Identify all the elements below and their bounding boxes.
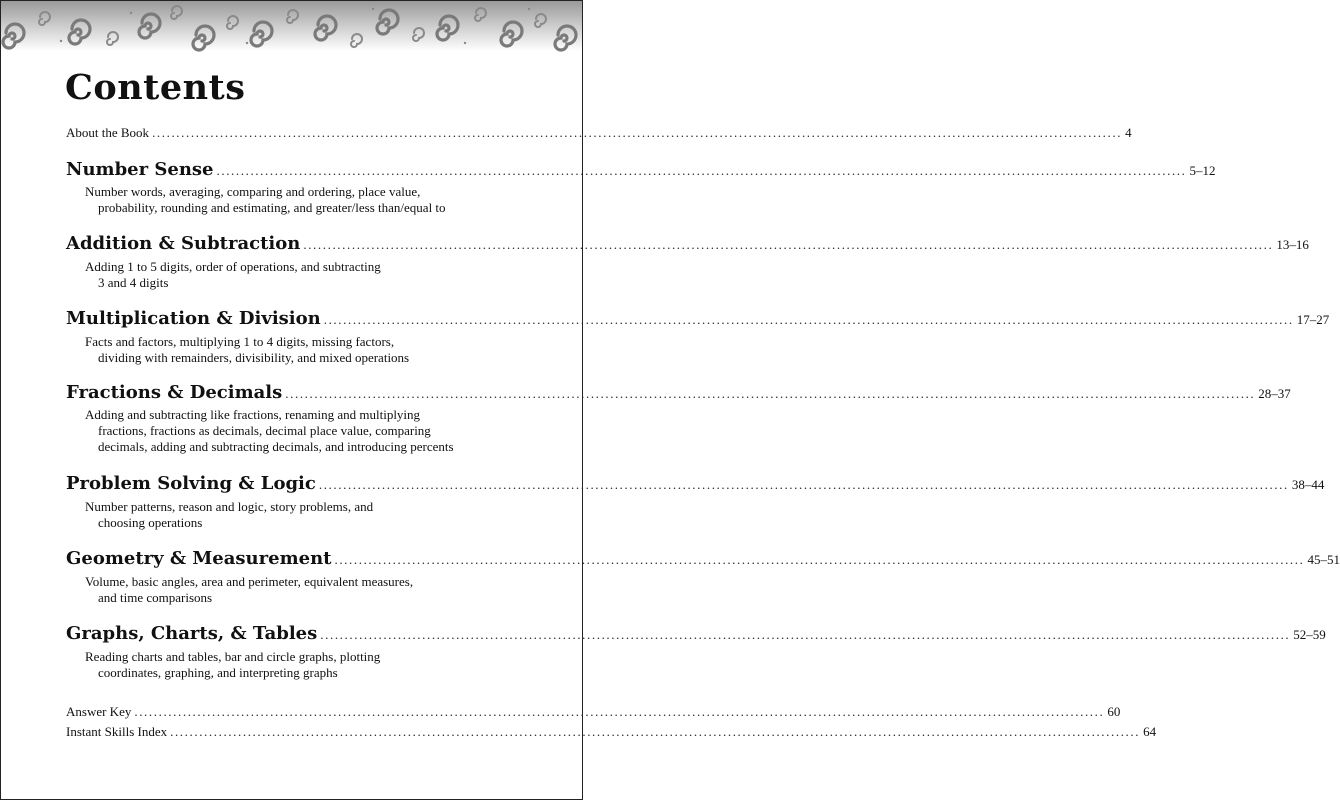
description-line: fractions, fractions as decimals, decimal place value, comparing <box>98 423 431 438</box>
description-line: Number words, averaging, comparing and ordering, place value, <box>85 184 421 199</box>
toc-entry-pages: 60 <box>1107 704 1121 719</box>
dot-leader: ........................................................................................................................................................................................................ <box>323 312 1294 327</box>
toc-entry-pages: 4 <box>1125 125 1132 140</box>
section-description <box>85 407 505 455</box>
description-line: choosing operations <box>98 515 203 530</box>
dot-leader: ........................................................................................................................................................................................................ <box>170 724 1141 739</box>
section-heading: Geometry & Measurement <box>66 548 332 569</box>
swirl-pattern-icon <box>1 1 582 51</box>
dot-leader: ........................................................................................................................................................................................................ <box>216 163 1187 178</box>
toc-section-number-sense[interactable] <box>66 159 1216 180</box>
dot-leader: ........................................................................................................................................................................................................ <box>303 237 1274 252</box>
description-line: Adding and subtracting like fractions, renaming and multiplying <box>85 407 421 422</box>
toc-entry-about[interactable] <box>66 125 1132 141</box>
section-pages: 28–37 <box>1258 386 1291 401</box>
toc-section-multiplication-division[interactable] <box>66 308 1330 329</box>
section-heading: Problem Solving & Logic <box>66 473 316 494</box>
dot-leader: ........................................................................................................................................................................................................ <box>334 552 1305 567</box>
toc-section-problem-solving-logic[interactable] <box>66 473 1325 494</box>
dot-leader: ........................................................................................................................................................................................................ <box>320 627 1291 642</box>
section-description <box>85 334 505 366</box>
section-heading: Graphs, Charts, & Tables <box>66 623 318 644</box>
toc-entry-pages: 64 <box>1143 724 1157 739</box>
section-heading: Fractions & Decimals <box>66 382 283 403</box>
section-pages: 45–51 <box>1307 552 1340 567</box>
description-line: probability, rounding and estimating, and greater/less than/equal to <box>98 200 446 215</box>
toc-section-geometry-measurement[interactable] <box>66 548 1340 569</box>
section-heading: Multiplication & Division <box>66 308 321 329</box>
dot-leader: ........................................................................................................................................................................................................ <box>134 704 1105 719</box>
swirl-border <box>1 1 582 51</box>
page-title: Contents <box>65 67 246 108</box>
dot-leader: ........................................................................................................................................................................................................ <box>152 125 1123 140</box>
section-pages: 5–12 <box>1189 163 1216 178</box>
toc-entry-answer-key[interactable] <box>66 704 1121 720</box>
dot-leader: ........................................................................................................................................................................................................ <box>285 386 1256 401</box>
description-line: and time comparisons <box>98 590 213 605</box>
section-description <box>85 499 505 531</box>
section-description <box>85 574 505 606</box>
description-line: Adding 1 to 5 digits, order of operations, and subtracting <box>85 259 381 274</box>
section-pages: 17–27 <box>1296 312 1330 327</box>
section-description <box>85 649 505 681</box>
toc-section-fractions-decimals[interactable] <box>66 382 1291 403</box>
toc-entry-label: Instant Skills Index <box>66 724 168 739</box>
description-line: Facts and factors, multiplying 1 to 4 digits, missing factors, <box>85 334 395 349</box>
toc-entry-label: Answer Key <box>66 704 132 719</box>
description-line: 3 and 4 digits <box>98 275 169 290</box>
toc-section-addition-subtraction[interactable] <box>66 233 1309 254</box>
toc-section-graphs-charts-tables[interactable] <box>66 623 1326 644</box>
description-line: dividing with remainders, divisibility, and mixed operations <box>98 350 410 365</box>
toc-entry-instant-skills-index[interactable] <box>66 724 1157 740</box>
dot-leader: ........................................................................................................................................................................................................ <box>318 477 1289 492</box>
section-pages: 13–16 <box>1276 237 1309 252</box>
section-pages: 38–44 <box>1291 477 1325 492</box>
description-line: decimals, adding and subtracting decimals, and introducing percents <box>98 439 454 454</box>
description-line: Volume, basic angles, area and perimeter, equivalent measures, <box>85 574 414 589</box>
description-line: coordinates, graphing, and interpreting graphs <box>98 665 338 680</box>
section-heading: Number Sense <box>66 159 214 180</box>
toc-entry-label: About the Book <box>66 125 150 140</box>
description-line: Number patterns, reason and logic, story problems, and <box>85 499 374 514</box>
section-description <box>85 259 505 291</box>
description-line: Reading charts and tables, bar and circle graphs, plotting <box>85 649 381 664</box>
section-heading: Addition & Subtraction <box>66 233 301 254</box>
section-description <box>85 184 505 216</box>
section-pages: 52–59 <box>1293 627 1326 642</box>
